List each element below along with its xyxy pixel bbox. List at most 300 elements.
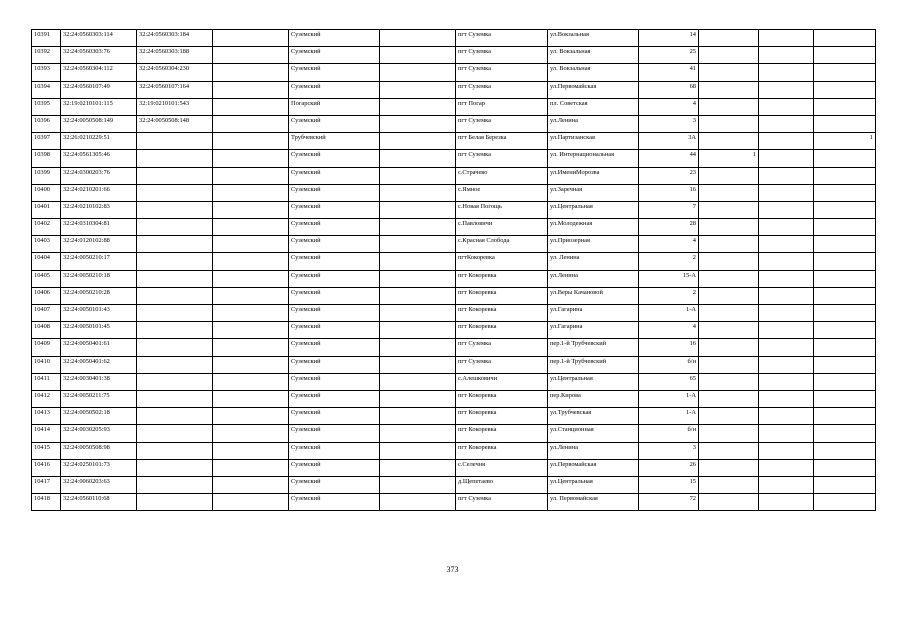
flat-number-cell <box>699 167 759 184</box>
extra-column-cell <box>759 47 814 64</box>
blank-column-cell <box>213 253 289 270</box>
count-column-cell <box>814 408 876 425</box>
street-cell: ул.Ленина <box>548 115 639 132</box>
settlement-cell: пгт Кокоревка <box>456 442 548 459</box>
blank-column-2-cell <box>380 356 456 373</box>
house-number-cell: 1-А <box>639 390 699 407</box>
cadastral-number-cell: 32:24:0210201:66 <box>61 184 137 201</box>
flat-number-cell <box>699 64 759 81</box>
district-cell: Трубчевский <box>289 133 380 150</box>
table-row <box>32 270 876 287</box>
related-cadastral-number-cell <box>137 390 213 407</box>
cadastral-number-cell: 32:24:0050101:45 <box>61 322 137 339</box>
related-cadastral-number-cell <box>137 184 213 201</box>
related-cadastral-number-cell <box>137 219 213 236</box>
settlement-cell: пгт Кокоревка <box>456 287 548 304</box>
extra-column-cell <box>759 373 814 390</box>
cadastral-number-cell: 32:24:0060203:63 <box>61 476 137 493</box>
table-row <box>32 184 876 201</box>
cadastral-number-cell: 32:24:0560110:68 <box>61 494 137 511</box>
count-column-cell <box>814 270 876 287</box>
flat-number-cell <box>699 81 759 98</box>
district-cell: Суземский <box>289 236 380 253</box>
extra-column-cell <box>759 115 814 132</box>
extra-column-cell <box>759 322 814 339</box>
record-number-cell: 10412 <box>32 390 61 407</box>
street-cell: ул.Центральная <box>548 201 639 218</box>
record-number-cell: 10407 <box>32 305 61 322</box>
record-number-cell: 10391 <box>32 30 61 47</box>
count-column-cell <box>814 64 876 81</box>
extra-column-cell <box>759 356 814 373</box>
cadastral-number-cell: 32:24:0050210:28 <box>61 287 137 304</box>
extra-column-cell <box>759 287 814 304</box>
extra-column-cell <box>759 253 814 270</box>
blank-column-cell <box>213 356 289 373</box>
settlement-cell: пгт Кокоревка <box>456 425 548 442</box>
count-column-cell <box>814 219 876 236</box>
settlement-cell: с.Страчево <box>456 167 548 184</box>
cadastral-number-cell: 32:24:0560303:76 <box>61 47 137 64</box>
blank-column-2-cell <box>380 184 456 201</box>
blank-column-cell <box>213 115 289 132</box>
blank-column-cell <box>213 305 289 322</box>
record-number-cell: 10411 <box>32 373 61 390</box>
blank-column-2-cell <box>380 287 456 304</box>
record-number-cell: 10413 <box>32 408 61 425</box>
table-row <box>32 133 876 150</box>
district-cell: Суземский <box>289 476 380 493</box>
extra-column-cell <box>759 201 814 218</box>
settlement-cell: пгт Кокоревка <box>456 305 548 322</box>
flat-number-cell <box>699 98 759 115</box>
cadastral-number-cell: 32:26:0210229:51 <box>61 133 137 150</box>
cadastral-number-cell: 32:24:0050508:98 <box>61 442 137 459</box>
settlement-cell: пгт Кокоревка <box>456 270 548 287</box>
street-cell: ул.Гагарина <box>548 305 639 322</box>
blank-column-cell <box>213 442 289 459</box>
cadastral-number-cell: 32:24:0250101:73 <box>61 459 137 476</box>
extra-column-cell <box>759 425 814 442</box>
district-cell: Суземский <box>289 115 380 132</box>
house-number-cell: 16 <box>639 339 699 356</box>
table-row <box>32 167 876 184</box>
blank-column-cell <box>213 219 289 236</box>
house-number-cell: 3А <box>639 133 699 150</box>
blank-column-cell <box>213 150 289 167</box>
house-number-cell: 68 <box>639 81 699 98</box>
settlement-cell: пгт Суземка <box>456 150 548 167</box>
flat-number-cell <box>699 425 759 442</box>
district-cell: Суземский <box>289 390 380 407</box>
settlement-cell: с.Алешковичи <box>456 373 548 390</box>
related-cadastral-number-cell <box>137 167 213 184</box>
street-cell: ул.Веры Качановой <box>548 287 639 304</box>
blank-column-cell <box>213 373 289 390</box>
table-row <box>32 47 876 64</box>
house-number-cell: 16 <box>639 184 699 201</box>
house-number-cell: 14 <box>639 30 699 47</box>
flat-number-cell <box>699 305 759 322</box>
settlement-cell: пгт Кокоревка <box>456 390 548 407</box>
flat-number-cell <box>699 133 759 150</box>
related-cadastral-number-cell <box>137 305 213 322</box>
related-cadastral-number-cell <box>137 236 213 253</box>
house-number-cell: 25 <box>639 47 699 64</box>
settlement-cell: пгт Суземка <box>456 115 548 132</box>
blank-column-cell <box>213 339 289 356</box>
street-cell: ул. Первомайская <box>548 494 639 511</box>
table-row <box>32 253 876 270</box>
table-row <box>32 81 876 98</box>
settlement-cell: с.Селечня <box>456 459 548 476</box>
settlement-cell: пгт Суземка <box>456 81 548 98</box>
blank-column-cell <box>213 236 289 253</box>
related-cadastral-number-cell <box>137 339 213 356</box>
record-number-cell: 10408 <box>32 322 61 339</box>
flat-number-cell <box>699 476 759 493</box>
record-number-cell: 10398 <box>32 150 61 167</box>
record-number-cell: 10414 <box>32 425 61 442</box>
house-number-cell: 3 <box>639 115 699 132</box>
record-number-cell: 10393 <box>32 64 61 81</box>
settlement-cell: с.Ямное <box>456 184 548 201</box>
extra-column-cell <box>759 236 814 253</box>
blank-column-cell <box>213 167 289 184</box>
extra-column-cell <box>759 167 814 184</box>
house-number-cell: 4 <box>639 98 699 115</box>
district-cell: Суземский <box>289 167 380 184</box>
settlement-cell: пгт Суземка <box>456 356 548 373</box>
street-cell: ул.Гагарина <box>548 322 639 339</box>
table-row <box>32 236 876 253</box>
table-row <box>32 408 876 425</box>
district-cell: Погарский <box>289 98 380 115</box>
record-number-cell: 10409 <box>32 339 61 356</box>
extra-column-cell <box>759 98 814 115</box>
street-cell: ул. Вокзальная <box>548 64 639 81</box>
extra-column-cell <box>759 150 814 167</box>
count-column-cell <box>814 322 876 339</box>
flat-number-cell <box>699 47 759 64</box>
cadastral-number-cell: 32:24:0210102:83 <box>61 201 137 218</box>
cadastral-number-cell: 32:24:0050401:62 <box>61 356 137 373</box>
table-row <box>32 322 876 339</box>
table-row <box>32 64 876 81</box>
cadastral-number-cell: 32:24:0300203:76 <box>61 167 137 184</box>
house-number-cell: 4 <box>639 236 699 253</box>
related-cadastral-number-cell <box>137 253 213 270</box>
blank-column-cell <box>213 47 289 64</box>
count-column-cell <box>814 425 876 442</box>
extra-column-cell <box>759 184 814 201</box>
count-column-cell <box>814 339 876 356</box>
flat-number-cell <box>699 390 759 407</box>
record-number-cell: 10392 <box>32 47 61 64</box>
record-number-cell: 10399 <box>32 167 61 184</box>
blank-column-2-cell <box>380 236 456 253</box>
extra-column-cell <box>759 476 814 493</box>
street-cell: пер.1-й Трубчевский <box>548 339 639 356</box>
cadastral-number-cell: 32:24:0030401:38 <box>61 373 137 390</box>
related-cadastral-number-cell <box>137 442 213 459</box>
blank-column-2-cell <box>380 30 456 47</box>
blank-column-2-cell <box>380 201 456 218</box>
record-number-cell: 10395 <box>32 98 61 115</box>
district-cell: Суземский <box>289 459 380 476</box>
district-cell: Суземский <box>289 47 380 64</box>
flat-number-cell <box>699 184 759 201</box>
street-cell: ул.Трубчевская <box>548 408 639 425</box>
count-column-cell <box>814 47 876 64</box>
settlement-cell: пгт Суземка <box>456 64 548 81</box>
house-number-cell: б/н <box>639 356 699 373</box>
flat-number-cell <box>699 219 759 236</box>
settlement-cell: пгт Суземка <box>456 30 548 47</box>
cadastral-number-cell: 32:24:0560303:114 <box>61 30 137 47</box>
district-cell: Суземский <box>289 442 380 459</box>
blank-column-2-cell <box>380 425 456 442</box>
house-number-cell: 26 <box>639 459 699 476</box>
table-row <box>32 201 876 218</box>
street-cell: пл. Советская <box>548 98 639 115</box>
table-row <box>32 339 876 356</box>
flat-number-cell <box>699 408 759 425</box>
settlement-cell: с.Павловичи <box>456 219 548 236</box>
cadastral-number-cell: 32:24:0120102:88 <box>61 236 137 253</box>
cadastral-number-cell: 32:24:0560304:112 <box>61 64 137 81</box>
extra-column-cell <box>759 339 814 356</box>
record-number-cell: 10394 <box>32 81 61 98</box>
count-column-cell <box>814 305 876 322</box>
flat-number-cell <box>699 459 759 476</box>
extra-column-cell <box>759 442 814 459</box>
blank-column-2-cell <box>380 373 456 390</box>
record-number-cell: 10418 <box>32 494 61 511</box>
street-cell: ул.Центральная <box>548 373 639 390</box>
blank-column-cell <box>213 476 289 493</box>
house-number-cell: 15-А <box>639 270 699 287</box>
settlement-cell: пгтКокоревка <box>456 253 548 270</box>
record-number-cell: 10397 <box>32 133 61 150</box>
blank-column-cell <box>213 390 289 407</box>
blank-column-2-cell <box>380 98 456 115</box>
street-cell: ул. Интернациональная <box>548 150 639 167</box>
district-cell: Суземский <box>289 270 380 287</box>
house-number-cell: 2 <box>639 253 699 270</box>
extra-column-cell <box>759 270 814 287</box>
district-cell: Суземский <box>289 184 380 201</box>
table-row <box>32 476 876 493</box>
cadastral-number-cell: 32:24:0050401:61 <box>61 339 137 356</box>
blank-column-cell <box>213 270 289 287</box>
blank-column-cell <box>213 64 289 81</box>
blank-column-cell <box>213 201 289 218</box>
blank-column-2-cell <box>380 408 456 425</box>
street-cell: ул.Ленина <box>548 270 639 287</box>
house-number-cell: 23 <box>639 167 699 184</box>
related-cadastral-number-cell: 32:19:0210101:543 <box>137 98 213 115</box>
blank-column-2-cell <box>380 81 456 98</box>
blank-column-cell <box>213 494 289 511</box>
flat-number-cell <box>699 30 759 47</box>
house-number-cell: 1-А <box>639 408 699 425</box>
extra-column-cell <box>759 408 814 425</box>
street-cell: ул.Вокзальная <box>548 30 639 47</box>
count-column-cell <box>814 167 876 184</box>
flat-number-cell <box>699 270 759 287</box>
blank-column-cell <box>213 184 289 201</box>
blank-column-cell <box>213 81 289 98</box>
related-cadastral-number-cell <box>137 408 213 425</box>
street-cell: ул.Партизанская <box>548 133 639 150</box>
related-cadastral-number-cell: 32:24:0560304:230 <box>137 64 213 81</box>
blank-column-2-cell <box>380 322 456 339</box>
street-cell: ул.ИмениМорозва <box>548 167 639 184</box>
settlement-cell: д.Щепетаево <box>456 476 548 493</box>
record-number-cell: 10402 <box>32 219 61 236</box>
house-number-cell: 2 <box>639 287 699 304</box>
count-column-cell <box>814 494 876 511</box>
blank-column-2-cell <box>380 390 456 407</box>
related-cadastral-number-cell <box>137 494 213 511</box>
street-cell: ул.Центральная <box>548 476 639 493</box>
house-number-cell: 3 <box>639 442 699 459</box>
cadastral-number-cell: 32:24:0310304:81 <box>61 219 137 236</box>
street-cell: ул. Ленина <box>548 253 639 270</box>
settlement-cell: пгт Погар <box>456 98 548 115</box>
flat-number-cell <box>699 339 759 356</box>
street-cell: ул.Первомайская <box>548 459 639 476</box>
related-cadastral-number-cell <box>137 201 213 218</box>
district-cell: Суземский <box>289 339 380 356</box>
count-column-cell <box>814 287 876 304</box>
table-row <box>32 442 876 459</box>
registry-body <box>32 30 876 511</box>
flat-number-cell <box>699 356 759 373</box>
street-cell: ул. Вокзальная <box>548 47 639 64</box>
flat-number-cell <box>699 115 759 132</box>
street-cell: ул.Приозерная <box>548 236 639 253</box>
settlement-cell: с.Красная Слобода <box>456 236 548 253</box>
count-column-cell <box>814 30 876 47</box>
district-cell: Суземский <box>289 219 380 236</box>
record-number-cell: 10405 <box>32 270 61 287</box>
blank-column-2-cell <box>380 339 456 356</box>
table-row <box>32 219 876 236</box>
district-cell: Суземский <box>289 305 380 322</box>
extra-column-cell <box>759 81 814 98</box>
count-column-cell: 1 <box>814 133 876 150</box>
count-column-cell <box>814 390 876 407</box>
settlement-cell: с.Новая Погощь <box>456 201 548 218</box>
related-cadastral-number-cell: 32:24:0560107:164 <box>137 81 213 98</box>
related-cadastral-number-cell <box>137 133 213 150</box>
blank-column-2-cell <box>380 442 456 459</box>
related-cadastral-number-cell: 32:24:0560303:188 <box>137 47 213 64</box>
related-cadastral-number-cell <box>137 373 213 390</box>
table-row <box>32 150 876 167</box>
related-cadastral-number-cell <box>137 287 213 304</box>
cadastral-number-cell: 32:24:0050101:43 <box>61 305 137 322</box>
table-row <box>32 373 876 390</box>
related-cadastral-number-cell <box>137 270 213 287</box>
district-cell: Суземский <box>289 322 380 339</box>
house-number-cell: 7 <box>639 201 699 218</box>
cadastral-number-cell: 32:24:0050508:149 <box>61 115 137 132</box>
street-cell: ул.Первомайская <box>548 81 639 98</box>
related-cadastral-number-cell <box>137 150 213 167</box>
house-number-cell: 41 <box>639 64 699 81</box>
cadastral-number-cell: 32:24:0050211:75 <box>61 390 137 407</box>
blank-column-cell <box>213 322 289 339</box>
blank-column-2-cell <box>380 167 456 184</box>
blank-column-2-cell <box>380 219 456 236</box>
extra-column-cell <box>759 305 814 322</box>
blank-column-cell <box>213 459 289 476</box>
settlement-cell: пгт Суземка <box>456 339 548 356</box>
house-number-cell: 4 <box>639 322 699 339</box>
table-row <box>32 305 876 322</box>
related-cadastral-number-cell <box>137 476 213 493</box>
street-cell: ул.Станционная <box>548 425 639 442</box>
blank-column-2-cell <box>380 459 456 476</box>
extra-column-cell <box>759 64 814 81</box>
cadastral-number-cell: 32:24:0050210:18 <box>61 270 137 287</box>
flat-number-cell <box>699 287 759 304</box>
related-cadastral-number-cell <box>137 322 213 339</box>
district-cell: Суземский <box>289 356 380 373</box>
blank-column-2-cell <box>380 133 456 150</box>
record-number-cell: 10396 <box>32 115 61 132</box>
house-number-cell: 72 <box>639 494 699 511</box>
table-row <box>32 30 876 47</box>
district-cell: Суземский <box>289 64 380 81</box>
count-column-cell <box>814 201 876 218</box>
count-column-cell <box>814 476 876 493</box>
flat-number-cell <box>699 322 759 339</box>
record-number-cell: 10416 <box>32 459 61 476</box>
street-cell: ул.Заречная <box>548 184 639 201</box>
blank-column-2-cell <box>380 305 456 322</box>
cadastral-number-cell: 32:24:0560107:49 <box>61 81 137 98</box>
flat-number-cell <box>699 494 759 511</box>
record-number-cell: 10401 <box>32 201 61 218</box>
related-cadastral-number-cell: 32:24:0050508:148 <box>137 115 213 132</box>
flat-number-cell <box>699 373 759 390</box>
related-cadastral-number-cell <box>137 425 213 442</box>
related-cadastral-number-cell: 32:24:0560303:184 <box>137 30 213 47</box>
settlement-cell: пгт Кокоревка <box>456 408 548 425</box>
extra-column-cell <box>759 390 814 407</box>
house-number-cell: 28 <box>639 219 699 236</box>
blank-column-cell <box>213 425 289 442</box>
page-number: 373 <box>446 565 459 574</box>
district-cell: Суземский <box>289 287 380 304</box>
count-column-cell <box>814 356 876 373</box>
extra-column-cell <box>759 30 814 47</box>
cadastral-number-cell: 32:24:0030205:93 <box>61 425 137 442</box>
district-cell: Суземский <box>289 81 380 98</box>
record-number-cell: 10406 <box>32 287 61 304</box>
blank-column-2-cell <box>380 150 456 167</box>
district-cell: Суземский <box>289 494 380 511</box>
table-row <box>32 287 876 304</box>
record-number-cell: 10403 <box>32 236 61 253</box>
count-column-cell <box>814 459 876 476</box>
count-column-cell <box>814 184 876 201</box>
settlement-cell: пгт Суземка <box>456 494 548 511</box>
